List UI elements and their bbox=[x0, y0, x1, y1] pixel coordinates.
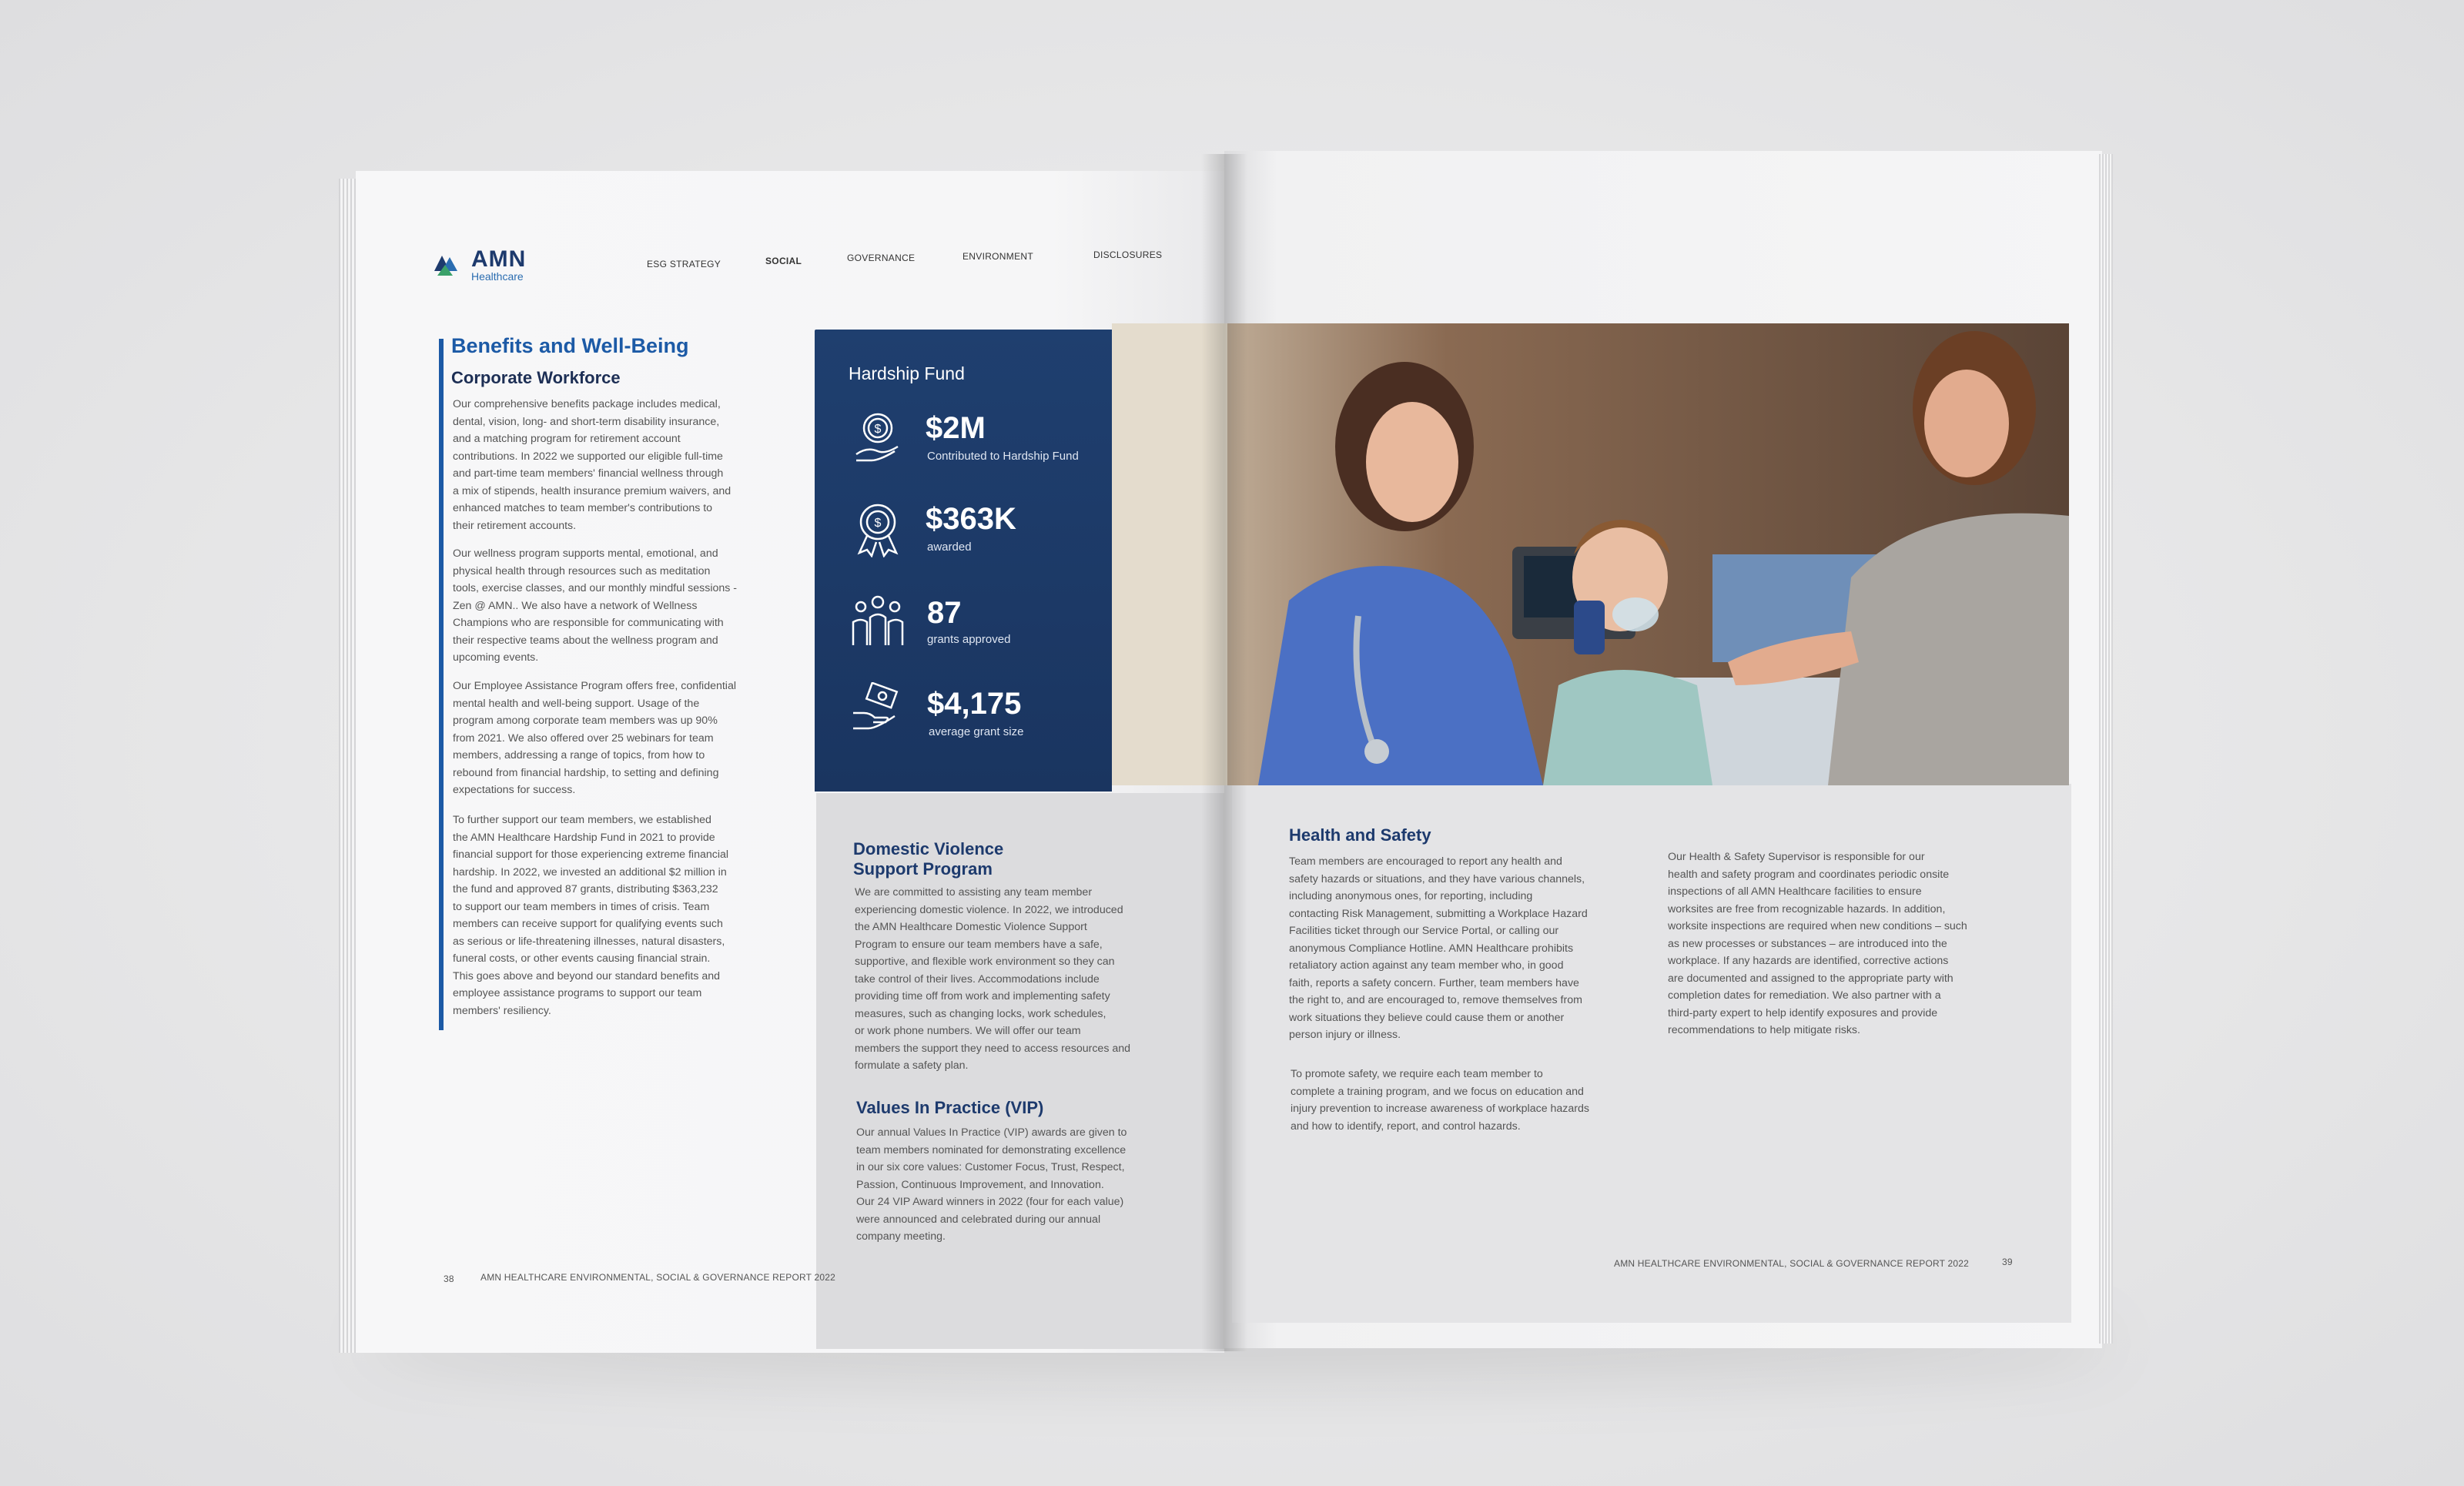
text-line: physical health through resources such as meditation bbox=[453, 564, 711, 577]
text-line: completion dates for remediation. We also partner with a bbox=[1668, 989, 1941, 1002]
text-line: formulate a safety plan. bbox=[855, 1059, 969, 1072]
text-line: experiencing domestic violence. In 2022, we introduced bbox=[855, 903, 1123, 916]
text-line: contributions. In 2022 we supported our eligible full-time bbox=[453, 450, 723, 463]
text-line: Our Employee Assistance Program offers free, confidential bbox=[453, 680, 737, 692]
text-line: work situations they believe could cause them or another bbox=[1289, 1011, 1565, 1024]
logo-sub: Healthcare bbox=[471, 270, 524, 283]
amn-logo bbox=[431, 248, 526, 282]
text-line: person injury or illness. bbox=[1289, 1029, 1401, 1041]
text-line: financial support for those experiencing extreme financial bbox=[453, 848, 729, 861]
text-line: company meeting. bbox=[856, 1230, 946, 1243]
text-line: their respective teams about the wellness program and bbox=[453, 634, 718, 647]
text-line: were announced and celebrated during our annual bbox=[856, 1213, 1101, 1226]
text-line: are documented and assigned to the appropriate party with bbox=[1668, 972, 1953, 985]
text-line: Our wellness program supports mental, emotional, and bbox=[453, 547, 718, 560]
award-ribbon-icon bbox=[849, 499, 907, 557]
health-safety-body-2 bbox=[1291, 1066, 1589, 1135]
right-page-number: 39 bbox=[2002, 1257, 2013, 1267]
text-line: or work phone numbers. We will offer our team bbox=[855, 1025, 1081, 1037]
text-line: upcoming events. bbox=[453, 651, 539, 664]
text-line: as new processes or substances – are introduced into the bbox=[1668, 937, 1947, 950]
text-line: workplace. If any hazards are identified, corrective actions bbox=[1668, 955, 1949, 967]
benefits-paragraph bbox=[453, 545, 737, 667]
text-line: team members nominated for demonstrating excellence bbox=[856, 1143, 1127, 1156]
vip-title: Values In Practice (VIP) bbox=[856, 1098, 1044, 1117]
text-line: members' resiliency. bbox=[453, 1004, 551, 1017]
dv-title bbox=[853, 839, 1003, 879]
text-line: employee assistance programs to support our team bbox=[453, 987, 702, 999]
right-footer-title: AMN HEALTHCARE ENVIRONMENTAL, SOCIAL & GOVERNANCE REPORT 2022 bbox=[1614, 1258, 1969, 1269]
health-safety-body-1 bbox=[1289, 853, 1588, 1044]
amn-logo-icon bbox=[431, 248, 465, 282]
text-line: recommendations to help mitigate risks. bbox=[1668, 1024, 1860, 1036]
text-line: including anonymous ones, for reporting, including bbox=[1289, 890, 1533, 902]
text-line: measures, such as changing locks, work schedules, bbox=[855, 1007, 1106, 1020]
text-line: take control of their lives. Accommodations include bbox=[855, 972, 1100, 986]
text-line: a mix of stipends, health insurance premium waivers, and bbox=[453, 484, 732, 497]
text-line: contacting Risk Management, submitting a Workplace Hazard bbox=[1289, 907, 1588, 920]
text-line: hardship. In 2022, we invested an additional $2 million in bbox=[453, 865, 727, 879]
stat-value-contributed: $2M bbox=[926, 411, 986, 445]
health-safety-body-3 bbox=[1668, 848, 1967, 1039]
text-line: supportive, and flexible work environment so they can bbox=[855, 956, 1115, 968]
text-line: program among corporate team members was up 90% bbox=[453, 715, 718, 727]
book-gutter bbox=[1201, 154, 1247, 1351]
photo-illustration bbox=[1112, 323, 2069, 785]
text-line: retaliatory action against any team member who, in good bbox=[1289, 959, 1564, 972]
text-line: Passion, Continuous Improvement, and Innovation. bbox=[856, 1178, 1104, 1191]
text-line: expectations for success. bbox=[453, 784, 576, 796]
stat-label-contributed: Contributed to Hardship Fund bbox=[927, 450, 1079, 463]
nav-disclosures[interactable]: DISCLOSURES bbox=[1093, 249, 1163, 260]
text-line: Zen @ AMN.. We also have a network of Wellness bbox=[453, 599, 698, 612]
text-line: Our annual Values In Practice (VIP) awards are given to bbox=[856, 1126, 1127, 1139]
svg-text:$: $ bbox=[874, 423, 882, 436]
nav-environment[interactable]: ENVIRONMENT bbox=[962, 251, 1033, 262]
hardship-fund-title: Hardship Fund bbox=[849, 363, 965, 383]
stat-value-avg-grant: $4,175 bbox=[927, 687, 1022, 721]
money-hand-icon bbox=[849, 682, 907, 741]
text-line: Team members are encouraged to report any health and bbox=[1289, 855, 1562, 868]
text-line: Program to ensure our team members have a safe, bbox=[855, 938, 1103, 951]
text-line: members, addressing a range of topics, from how to bbox=[453, 749, 705, 761]
text-line: to support our team members in times of crisis. Team bbox=[453, 900, 710, 913]
text-line: enhanced matches to team member's contributions to bbox=[453, 502, 713, 514]
section-subtitle-corporate: Corporate Workforce bbox=[451, 368, 621, 387]
text-line: and how to identify, report, and control hazards. bbox=[1291, 1120, 1521, 1133]
text-line: To promote safety, we require each team member to bbox=[1291, 1068, 1543, 1080]
stat-label-awarded: awarded bbox=[927, 541, 972, 554]
stat-value-awarded: $363K bbox=[926, 502, 1016, 536]
logo-name: AMN bbox=[471, 246, 527, 272]
text-line: their retirement accounts. bbox=[453, 519, 577, 532]
dollar-hand-icon bbox=[849, 407, 907, 465]
text-line: members the support they need to access resources and bbox=[855, 1042, 1131, 1055]
left-footer-title: AMN HEALTHCARE ENVIRONMENTAL, SOCIAL & GOVERNANCE REPORT 2022 bbox=[480, 1272, 835, 1283]
benefits-paragraph bbox=[453, 396, 731, 534]
dv-title-line2: Support Program bbox=[853, 859, 993, 879]
stat-value-grants: 87 bbox=[927, 596, 962, 630]
text-line: Our Health & Safety Supervisor is responsible for our bbox=[1668, 851, 1925, 863]
text-line: Champions who are responsible for communicating with bbox=[453, 617, 724, 629]
text-line: Our comprehensive benefits package includes medical, bbox=[453, 398, 721, 410]
text-line: from 2021. We also offered over 25 webinars for team bbox=[453, 731, 714, 745]
text-line: funeral costs, or other events causing financial strain. bbox=[453, 952, 711, 965]
benefits-paragraph bbox=[453, 678, 736, 799]
text-line: We are committed to assisting any team member bbox=[855, 886, 1093, 899]
text-line: dental, vision, long- and short-term disability insurance, bbox=[453, 415, 720, 428]
text-line: health and safety program and coordinates periodic onsite bbox=[1668, 868, 1950, 881]
people-group-icon bbox=[849, 591, 907, 650]
text-line: the fund and approved 87 grants, distributing $363,232 bbox=[453, 883, 718, 895]
text-line: Our 24 VIP Award winners in 2022 (four for each value) bbox=[856, 1196, 1124, 1208]
stat-label-grants: grants approved bbox=[927, 633, 1011, 646]
text-line: To further support our team members, we established bbox=[453, 814, 711, 826]
vip-body bbox=[856, 1124, 1127, 1246]
nav-governance[interactable]: GOVERNANCE bbox=[847, 253, 916, 263]
right-page-edge bbox=[2099, 154, 2113, 1344]
text-line: third-party expert to help identify exposures and provide bbox=[1668, 1006, 1938, 1019]
text-line: anonymous Compliance Hotline. AMN Healthcare prohibits bbox=[1289, 942, 1574, 955]
nav-esg-strategy[interactable]: ESG STRATEGY bbox=[647, 259, 721, 269]
dv-body bbox=[855, 884, 1130, 1075]
text-line: inspections of all AMN Healthcare facilities to ensure bbox=[1668, 885, 1922, 898]
text-line: providing time off from work and implementing safety bbox=[855, 990, 1110, 1002]
text-line: faith, reports a safety concern. Further, team members have bbox=[1289, 976, 1579, 989]
text-line: complete a training program, and we focus on education and bbox=[1291, 1085, 1584, 1098]
left-page-number: 38 bbox=[444, 1273, 454, 1284]
text-line: the right to, and are encouraged to, remove themselves from bbox=[1289, 994, 1582, 1006]
text-line: rebound from financial hardship, to setting and defining bbox=[453, 766, 719, 779]
text-line: the AMN Healthcare Hardship Fund in 2021 to provide bbox=[453, 831, 715, 844]
text-line: tools, exercise classes, and our monthly mindful sessions - bbox=[453, 582, 738, 594]
text-line: safety hazards or situations, and they have various channels, bbox=[1289, 872, 1585, 885]
text-line: worksite inspections are required when new conditions – such bbox=[1668, 920, 1967, 932]
text-line: and a matching program for retirement account bbox=[453, 433, 681, 445]
text-line: members can receive support for qualifying events such bbox=[453, 918, 723, 930]
svg-text:$: $ bbox=[874, 517, 882, 530]
stat-label-avg-grant: average grant size bbox=[929, 725, 1024, 738]
health-safety-title: Health and Safety bbox=[1289, 825, 1431, 845]
text-line: the AMN Healthcare Domestic Violence Support bbox=[855, 921, 1087, 933]
text-line: worksites are free from recognizable hazards. In addition, bbox=[1668, 902, 1946, 915]
text-line: injury prevention to increase awareness of workplace hazards bbox=[1291, 1103, 1589, 1115]
text-line: and part-time team members' financial wellness through bbox=[453, 467, 724, 480]
text-line: Facilities ticket through our Service Portal, or calling our bbox=[1289, 925, 1559, 937]
nav-social[interactable]: SOCIAL bbox=[765, 256, 802, 266]
dv-title-line1: Domestic Violence bbox=[853, 839, 1004, 858]
text-line: mental health and well-being support. Usage of the bbox=[453, 697, 700, 710]
benefits-paragraph bbox=[453, 812, 728, 1019]
section-title-benefits: Benefits and Well-Being bbox=[451, 334, 689, 357]
hero-photo-nurse-patient bbox=[1112, 323, 2069, 785]
text-line: in our six core values: Customer Focus, Trust, Respect, bbox=[856, 1161, 1125, 1173]
text-line: as serious or life-threatening illnesses, natural disasters, bbox=[453, 935, 725, 948]
text-line: This goes above and beyond our standard benefits and bbox=[453, 969, 721, 982]
accent-bar bbox=[439, 339, 444, 1030]
